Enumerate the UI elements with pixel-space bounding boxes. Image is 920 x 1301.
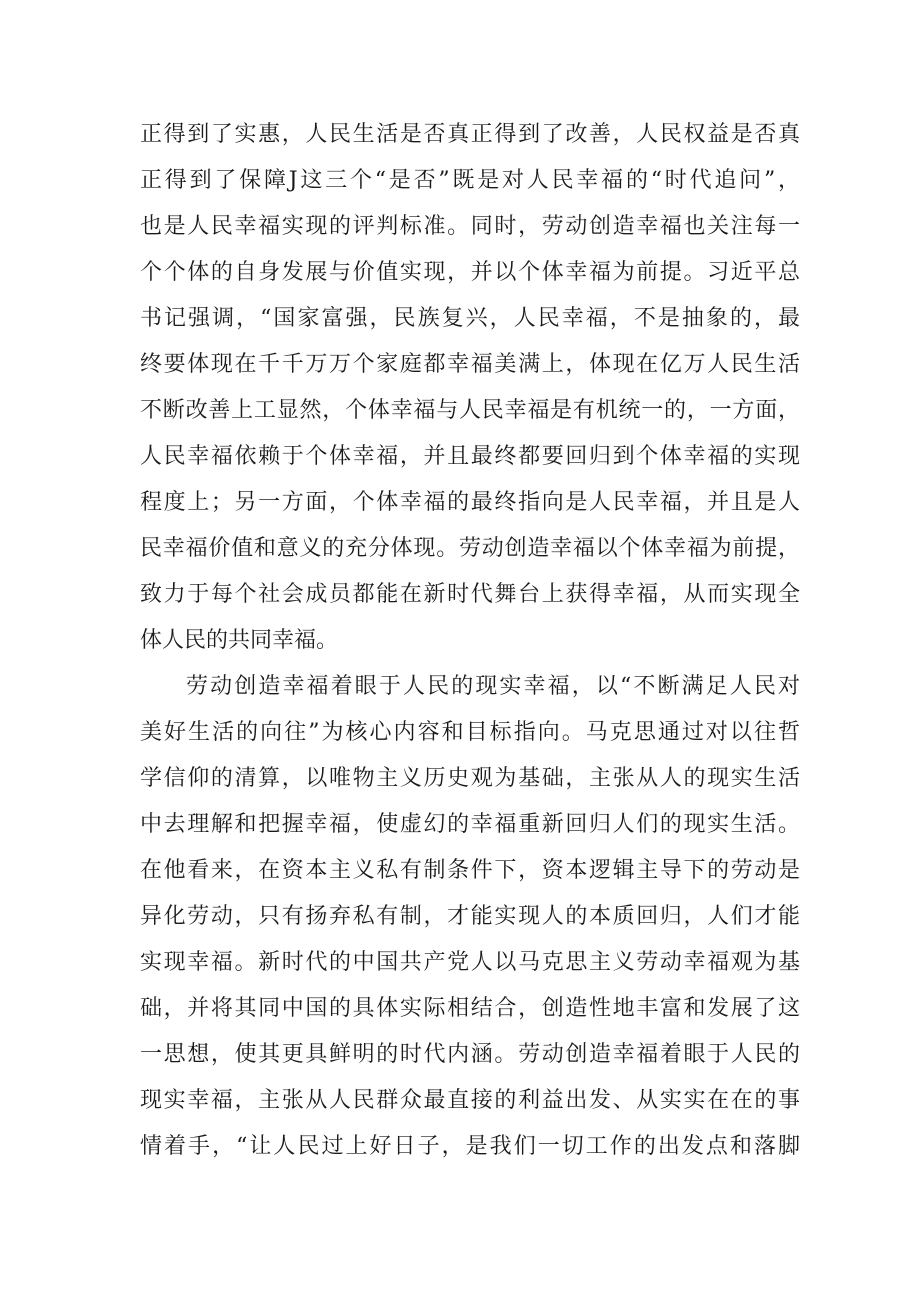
text-line: 致力于每个社会成员都能在新时代舞台上获得幸福，从而实现全 — [140, 582, 800, 607]
body-text — [140, 112, 800, 1170]
text-line: 础，并将其同中国的具体实际相结合，创造性地丰富和发展了这 — [140, 996, 800, 1021]
text-line: 民幸福价值和意义的充分体现。劳动创造幸福以个体幸福为前提， — [140, 536, 800, 561]
paragraph-start-line: 劳动创造幸福着眼于人民的现实幸福，以“不断满足人民对 — [186, 674, 800, 699]
text-line: 实现幸福。新时代的中国共产党人以马克思主义劳动幸福观为基 — [140, 950, 800, 975]
text-line: 中去理解和把握幸福，使虚幻的幸福重新回归人们的现实生活。 — [140, 812, 800, 837]
text-line: 学信仰的清算，以唯物主义历史观为基础，主张从人的现实生活 — [140, 766, 800, 791]
text-line: 书记强调，“国家富强，民族复兴，人民幸福，不是抽象的，最 — [140, 306, 800, 331]
text-line: 也是人民幸福实现的评判标准。同时，劳动创造幸福也关注每一 — [140, 214, 800, 239]
text-line: 正得到了保障J这三个“是否”既是对人民幸福的“时代追问”， — [140, 168, 800, 193]
text-line: 情着手，“让人民过上好日子，是我们一切工作的出发点和落脚 — [140, 1134, 800, 1159]
text-line: 正得到了实惠，人民生活是否真正得到了改善，人民权益是否真 — [140, 122, 800, 147]
text-line: 程度上；另一方面，个体幸福的最终指向是人民幸福，并且是人 — [140, 490, 800, 515]
text-line: 异化劳动，只有扬弃私有制，才能实现人的本质回归，人们才能 — [140, 904, 800, 929]
text-line: 个个体的自身发展与价值实现，并以个体幸福为前提。习近平总 — [140, 260, 800, 285]
text-line: 终要体现在千千万万个家庭都幸福美满上，体现在亿万人民生活 — [140, 352, 800, 377]
text-line: 在他看来，在资本主义私有制条件下，资本逻辑主导下的劳动是 — [140, 858, 800, 883]
text-line: 现实幸福，主张从人民群众最直接的利益出发、从实实在在的事 — [140, 1088, 800, 1113]
text-line: 不断改善上工显然，个体幸福与人民幸福是有机统一的，一方面， — [140, 398, 800, 423]
paragraph-end-line: 体人民的共同幸福。 — [140, 628, 339, 653]
text-line: 人民幸福依赖于个体幸福，并且最终都要回归到个体幸福的实现 — [140, 444, 800, 469]
text-line: 一思想，使其更具鲜明的时代内涵。劳动创造幸福着眼于人民的 — [140, 1042, 800, 1067]
text-line: 美好生活的向往”为核心内容和目标指向。马克思通过对以往哲 — [140, 720, 800, 745]
